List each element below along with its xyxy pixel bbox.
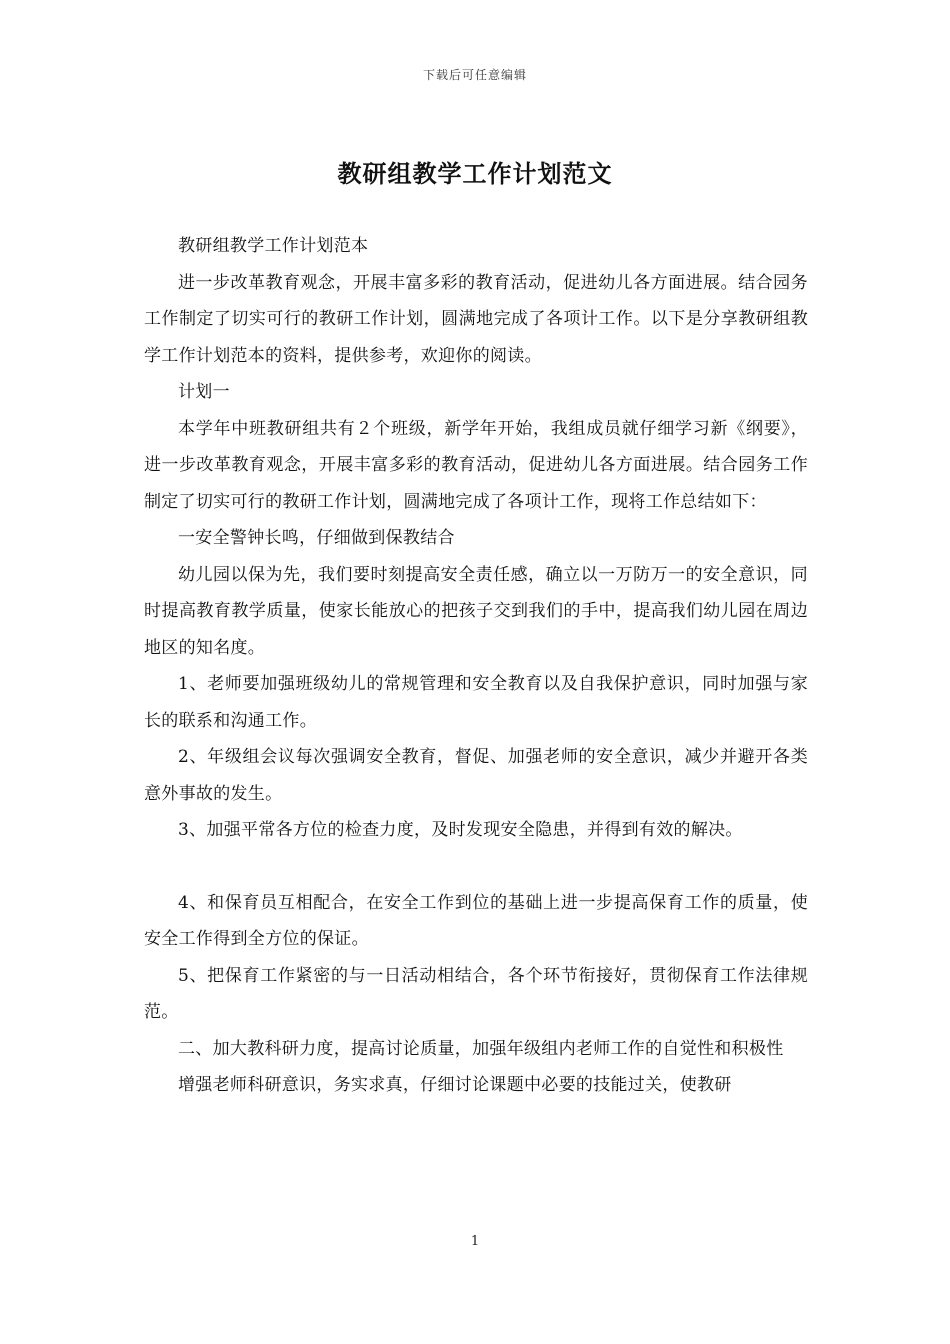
paragraph-research: 增强老师科研意识，务实求真，仔细讨论课题中必要的技能过关，使教研 — [178, 1075, 732, 1095]
document-title: 教研组教学工作计划范文 — [337, 159, 613, 188]
paragraph-plan-heading: 计划一 — [178, 382, 230, 402]
paragraph-intro: 进一步改革教育观念，开展丰富多彩的教育活动，促进幼儿各方面进展。结合园务工作制定了切实可行的教研工作计划，圆满地完成了各项计工作。以下是分享教研组教学工作计划范本的资料，提供参考，欢迎你的阅读。 — [144, 272, 808, 366]
list-item-5: 5、把保育工作紧密的与一日活动相结合，各个环节衔接好，贯彻保育工作法律规范。 — [144, 965, 808, 1022]
list-item-1: 1、老师要加强班级幼儿的常规管理和安全教育以及自我保护意识，同时加强与家长的联系和沟通工作。 — [144, 674, 808, 731]
list-item-3: 3、加强平常各方位的检查力度，及时发现安全隐患，并得到有效的解决。 — [178, 820, 743, 840]
paragraph-safety: 幼儿园以保为先，我们要时刻提高安全责任感，确立以一万防万一的安全意识，同时提高教育教学质量，使家长能放心的把孩子交到我们的手中，提高我们幼儿园在周边地区的知名度。 — [144, 564, 808, 658]
section-heading-research: 二、加大教科研力度，提高讨论质量，加强年级组内老师工作的自觉性和积极性 — [178, 1038, 784, 1059]
paragraph-subtitle: 教研组教学工作计划范本 — [178, 236, 369, 256]
list-item-2: 2、年级组会议每次强调安全教育，督促、加强老师的安全意识，减少并避开各类意外事故的发生。 — [144, 747, 808, 804]
paragraph-overview: 本学年中班教研组共有２个班级，新学年开始，我组成员就仔细学习新《纲要》，进一步改革教育观念，开展丰富多彩的教育活动，促进幼儿各方面进展。结合园务工作制定了切实可行的教研工作计划，圆满地完成了各项计工作，现将工作总结如下： — [144, 418, 808, 512]
section-heading-safety: 一安全警钟长鸣，仔细做到保教结合 — [178, 528, 455, 548]
list-item-4: 4、和保育员互相配合，在安全工作到位的基础上进一步提高保育工作的质量，使安全工作得到全方位的保证。 — [144, 892, 808, 949]
header-note: 下载后可任意编辑 — [422, 68, 527, 82]
page-number: 1 — [470, 1234, 480, 1249]
document-body — [144, 228, 808, 1104]
